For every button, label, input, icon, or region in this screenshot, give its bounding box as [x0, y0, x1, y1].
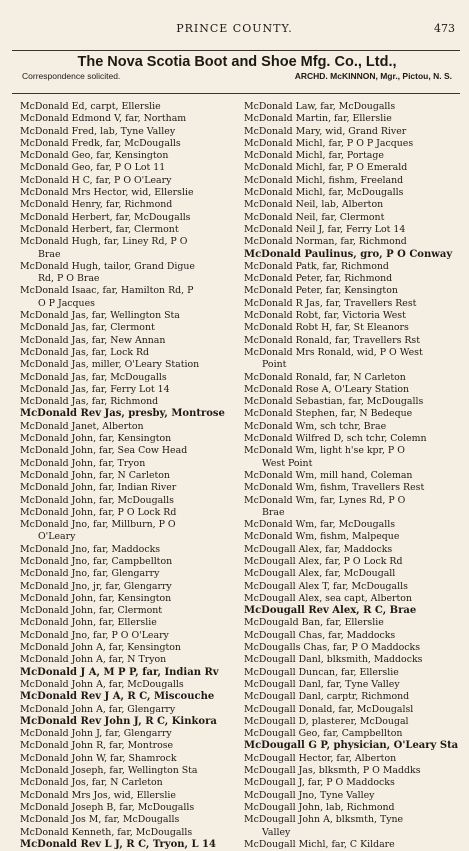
left-column [20, 101, 236, 851]
directory-entry: McDonald John, far, Tryon [20, 457, 146, 469]
directory-entry: McDonald Wm, fishm, Malpeque [244, 531, 400, 543]
directory-entry: McDonald Geo, far, Kensington [20, 150, 169, 162]
directory-entry: McDougall Jas, blksmth, P O Maddks [244, 765, 421, 777]
directory-entry: McDonald Wm, far, McDougalls [244, 519, 396, 531]
directory-entry: McDonald Norman, far, Richmond [244, 236, 407, 248]
directory-entry: McDonald Kenneth, far, McDougalls [20, 826, 193, 838]
directory-entry: McDonald Martin, far, Ellerslie [244, 113, 392, 125]
directory-entry: McDonald Jas, far, Richmond [20, 396, 159, 408]
directory-entry: McDougall Donald, far, McDougalsl [244, 703, 414, 715]
directory-entry: McDonald Michl, far, McDougalls [244, 187, 404, 199]
directory-entry-continuation: Brae [38, 248, 61, 260]
directory-entry: McDonald Hugh, far, Liney Rd, P O [20, 236, 188, 248]
directory-entry: McDonald R Jas, far, Travellers Rest [244, 297, 417, 309]
directory-entry: McDonald H C, far, P O O'Leary [20, 174, 172, 186]
top-rule [12, 50, 460, 51]
directory-entry-continuation: West Point [262, 457, 313, 469]
directory-entry: McDonald Michl, far, P O Emerald [244, 162, 408, 174]
directory-entry: McDonald Ronald, far, N Carleton [244, 371, 406, 383]
directory-entry-continuation: Valley [262, 826, 291, 838]
directory-entry: McDonald Jas, far, New Annan [20, 334, 166, 346]
directory-entry: McDonald Fred, lab, Tyne Valley [20, 125, 176, 137]
directory-entry: McDonald Michl, fishm, Freeland [244, 174, 404, 186]
directory-entry: McDonald Ronald, far, Travellers Rst [244, 334, 420, 346]
directory-entry: McDonald Joseph, far, Wellington Sta [20, 765, 198, 777]
advertisement-subline [16, 71, 458, 81]
directory-entry: McDonald John, far, P O Lock Rd [20, 506, 177, 518]
directory-entry: McDougall John, lab, Richmond [244, 801, 395, 813]
directory-entry: McDonald John, far, Indian River [20, 482, 177, 494]
directory-entry: McDougall Danl, far, Tyne Valley [244, 678, 400, 690]
directory-entry: McDonald Robt, far, Victoria West [244, 310, 406, 322]
directory-entry: McDougald Ban, far, Ellerslie [244, 617, 384, 629]
directory-entry: McDonald John, far, Kensington [20, 433, 172, 445]
directory-entry: McDonald Jno, jr, far, Glengarry [20, 580, 172, 592]
directory-entry: McDonald John, far, Kensington [20, 592, 172, 604]
directory-entry: McDonald Herbert, far, Clermont [20, 223, 179, 235]
directory-entry: McDougall Rev Alex, R C, Brae [244, 605, 417, 617]
advertisement-manager: ARCHD. McKINNON, Mgr., Pictou, N. S. [294, 71, 452, 81]
directory-entry: McDonald John J, far, Glengarry [20, 728, 172, 740]
directory-entry-continuation: Brae [262, 506, 285, 518]
directory-entry: McDonald Mrs Ronald, wid, P O West [244, 346, 423, 358]
directory-entry-continuation: Rd, P O Brae [38, 273, 100, 285]
directory-entry: McDonald Rev John J, R C, Kinkora [20, 715, 217, 727]
directory-entry: McDonald John, far, Sea Cow Head [20, 445, 188, 457]
directory-entry: McDonald Wm, far, Lynes Rd, P O [244, 494, 406, 506]
directory-entry: McDougall Alex, sea capt, Alberton [244, 592, 412, 604]
directory-entry: McDonald Edmond V, far, Northam [20, 113, 187, 125]
directory-entry: McDonald John, far, N Carleton [20, 469, 170, 481]
directory-entry: McDonald Paulinus, gro, P O Conway [244, 248, 453, 260]
directory-entry: McDonald Wm, sch tchr, Brae [244, 420, 387, 432]
directory-entry: McDonald Jno, far, Maddocks [20, 543, 161, 555]
directory-entry: McDonald Wilfred D, sch tchr, Colemn [244, 433, 427, 445]
directory-entry: McDonald Rose A, O'Leary Station [244, 383, 410, 395]
directory-entry: McDougalls Chas, far, P O Maddocks [244, 642, 420, 654]
directory-entry: McDonald Peter, far, Richmond [244, 273, 393, 285]
directory-entry: McDonald Jno, far, Glengarry [20, 568, 160, 580]
directory-entry: McDonald Isaac, far, Hamilton Rd, P [20, 285, 194, 297]
directory-entry: McDonald Jno, far, Millburn, P O [20, 519, 176, 531]
directory-entry-continuation: Point [262, 359, 287, 371]
directory-entry: McDonald Law, far, McDougalls [244, 101, 396, 112]
directory-entry: McDonald Janet, Alberton [20, 420, 144, 432]
right-column [244, 101, 460, 851]
directory-entry: McDonald Herbert, far, McDougalls [20, 211, 191, 223]
directory-entry: McDonald Jos M, far, McDougalls [20, 814, 180, 826]
directory-entry: McDonald Jas, far, Lock Rd [20, 346, 150, 358]
directory-entry: McDonald Jas, far, Clermont [20, 322, 155, 334]
directory-entry: McDougall Hector, far, Alberton [244, 752, 397, 764]
directory-entry: McDonald Peter, far, Kensington [244, 285, 398, 297]
directory-entry: McDonald John A, far, Kensington [20, 642, 181, 654]
directory-entry: McDonald Mrs Hector, wid, Ellerslie [20, 187, 194, 199]
advertisement-note: Correspondence solicited. [22, 71, 121, 81]
directory-entry: McDonald Geo, far, P O Lot 11 [20, 162, 166, 174]
bottom-rule [12, 93, 460, 94]
directory-entry: McDonald Jos, far, N Carleton [20, 777, 163, 789]
directory-entry: McDonald Neil J, far, Ferry Lot 14 [244, 223, 406, 235]
directory-entry: McDonald Jas, far, Wellington Sta [20, 310, 180, 322]
directory-entry: McDonald John W, far, Shamrock [20, 752, 177, 764]
directory-entry: McDonald Sebastian, far, McDougalls [244, 396, 424, 408]
directory-entry: McDougall Alex, far, McDougall [244, 568, 396, 580]
directory-entry: McDonald Jas, miller, O'Leary Station [20, 359, 200, 371]
page-number: 473 [434, 22, 455, 35]
directory-entry: McDougall John A, blksmth, Tyne [244, 814, 404, 826]
directory-entry: McDougall D, plasterer, McDougal [244, 715, 409, 727]
directory-entry: McDonald Wm, fishm, Travellers Rest [244, 482, 425, 494]
directory-entry: McDougall Michl, far, C Kildare [244, 838, 395, 850]
directory-entry: McDonald Michl, far, P O P Jacques [244, 137, 414, 149]
directory-entry: McDonald Ed, carpt, Ellerslie [20, 101, 161, 112]
directory-entry: McDougall J, far, P O Maddocks [244, 777, 395, 789]
directory-entry: McDonald John A, far, Glengarry [20, 703, 176, 715]
directory-entry: McDougall Alex, far, P O Lock Rd [244, 555, 403, 567]
directory-entry: McDonald Rev L J, R C, Tryon, L 14 [20, 838, 216, 850]
directory-entry: McDonald Stephen, far, N Bedeque [244, 408, 413, 420]
directory-entry: McDonald Hugh, tailor, Grand Digue [20, 260, 195, 272]
directory-entry: McDonald Jno, far, Campbellton [20, 555, 173, 567]
directory-entry: McDonald John A, far, N Tryon [20, 654, 167, 666]
directory-entry: McDonald Wm, light h'se kpr, P O [244, 445, 405, 457]
directory-entry: McDonald John A, far, McDougalls [20, 678, 184, 690]
directory-entry-continuation: O'Leary [38, 531, 76, 543]
directory-entry: McDonald Neil, far, Clermont [244, 211, 385, 223]
page-header [0, 22, 469, 38]
directory-entry: McDonald John, far, McDougalls [20, 494, 174, 506]
directory-entry: McDonald Henry, far, Richmond [20, 199, 173, 211]
directory-entry: McDonald Mary, wid, Grand River [244, 125, 407, 137]
directory-entry: McDougall Alex, far, Maddocks [244, 543, 393, 555]
directory-entry: McDougall G P, physician, O'Leary Sta [244, 740, 459, 752]
directory-entry: McDonald Wm, mill hand, Coleman [244, 469, 413, 481]
directory-entry: McDonald Rev Jas, presby, Montrose [20, 408, 225, 420]
directory-entry-continuation: O P Jacques [38, 297, 95, 309]
directory-entry: McDonald Jas, far, Ferry Lot 14 [20, 383, 170, 395]
directory-entry: McDougall Danl, carptr, Richmond [244, 691, 410, 703]
page-title: PRINCE COUNTY. [176, 22, 293, 35]
directory-entry: McDougall Geo, far, Campbellton [244, 728, 403, 740]
directory-entry: McDonald Jas, far, McDougalls [20, 371, 167, 383]
advertiser-name: The Nova Scotia Boot and Shoe Mfg. Co., Ltd., [77, 54, 397, 70]
directory-entry: McDonald Jno, far, P O O'Leary [20, 629, 169, 641]
directory-entry: McDonald Rev J A, R C, Miscouche [20, 691, 215, 703]
directory-entry: McDonald J A, M P P, far, Indian Rv [20, 666, 219, 678]
directory-entry: McDonald John, far, Ellerslie [20, 617, 157, 629]
directory-entry: McDonald Mrs Jos, wid, Ellerslie [20, 789, 176, 801]
directory-entry: McDonald John, far, Clermont [20, 605, 163, 617]
directory-entry: McDougall Chas, far, Maddocks [244, 629, 396, 641]
directory-entry: McDonald Michl, far, Portage [244, 150, 384, 162]
advertisement-banner [16, 54, 458, 90]
directory-entry: McDougall Jno, Tyne Valley [244, 789, 375, 801]
directory-entry: McDonald Patk, far, Richmond [244, 260, 389, 272]
directory-entry: McDonald Joseph B, far, McDougalls [20, 801, 195, 813]
directory-entry: McDonald John R, far, Montrose [20, 740, 174, 752]
directory-entry: McDougall Duncan, far, Ellerslie [244, 666, 399, 678]
directory-entry: McDonald Neil, lab, Alberton [244, 199, 384, 211]
directory-entry: McDonald Fredk, far, McDougalls [20, 137, 181, 149]
directory-entry: McDougall Danl, blksmith, Maddocks [244, 654, 423, 666]
directory-entry: McDougall Alex T, far, McDougalls [244, 580, 408, 592]
directory-entry: McDonald Robt H, far, St Eleanors [244, 322, 409, 334]
